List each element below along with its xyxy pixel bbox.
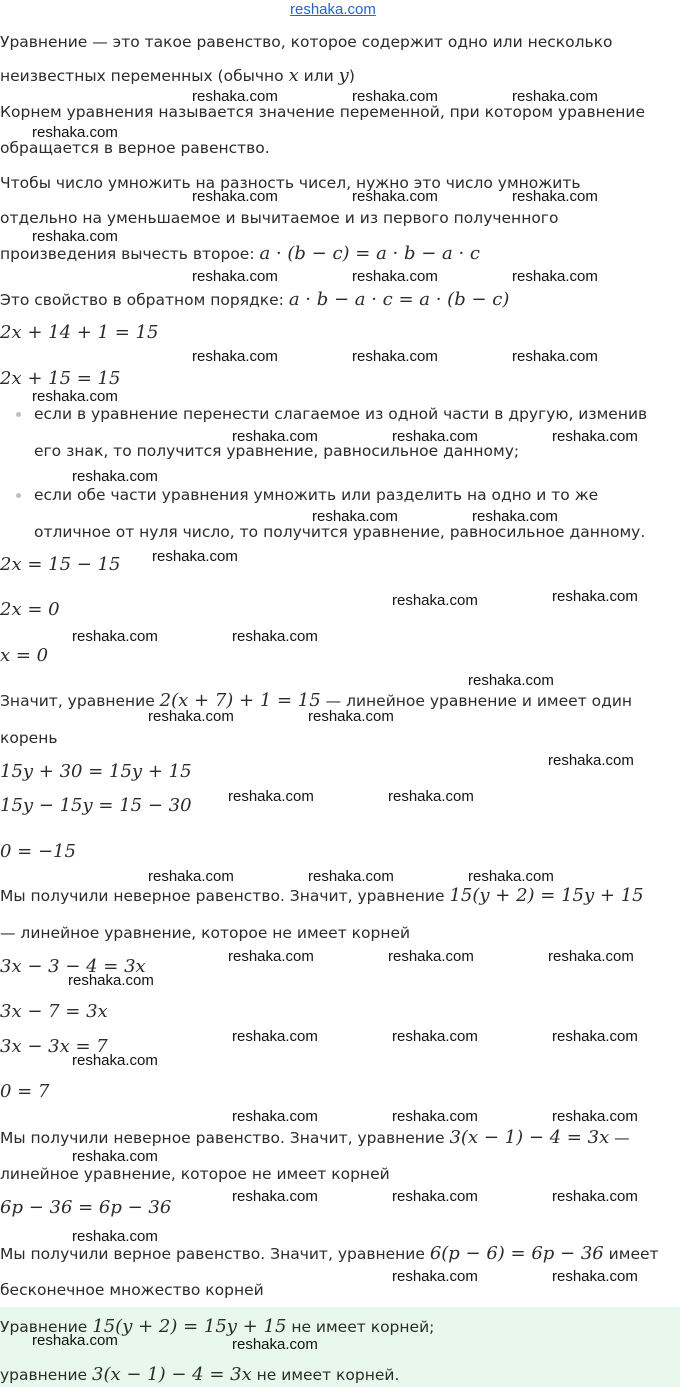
eq2-step-2: 15y − 15y = 15 − 30 xyxy=(0,795,192,816)
eq3-step-1: 3x − 3 − 4 = 3x xyxy=(0,956,146,977)
watermark-text: reshaka.com xyxy=(552,428,638,445)
watermark-text: reshaka.com xyxy=(392,1268,478,1285)
definition-line-2 xyxy=(0,66,355,86)
definition-close: ) xyxy=(348,67,355,85)
eq2-step-3: 0 = −15 xyxy=(0,841,76,862)
var-x: x xyxy=(288,65,299,86)
answer-text-2: уравнение xyxy=(0,1366,92,1384)
distributive-line-3 xyxy=(0,244,480,264)
eq1-step-4: 2x = 0 xyxy=(0,599,60,620)
watermark-text: reshaka.com xyxy=(192,348,278,365)
rule-1-line-1: если в уравнение перенести слагаемое из одной части в другую, изменив xyxy=(34,405,648,423)
watermark-text: reshaka.com xyxy=(552,588,638,605)
watermark-text: reshaka.com xyxy=(392,428,478,445)
watermark-text: reshaka.com xyxy=(72,1052,158,1069)
distributive-line-1: Чтобы число умножить на разность чисел, нужно это число умножить xyxy=(0,174,581,192)
watermark-text: reshaka.com xyxy=(392,1028,478,1045)
watermark-text: reshaka.com xyxy=(192,188,278,205)
eq3-step-3: 3x − 3x = 7 xyxy=(0,1036,108,1057)
eq3-conclusion-line-2: линейное уравнение, которое не имеет корней xyxy=(0,1165,390,1183)
watermark-text: reshaka.com xyxy=(552,1268,638,1285)
site-link[interactable]: reshaka.com xyxy=(290,1,376,18)
eq1-step-3: 2x = 15 − 15 xyxy=(0,554,121,575)
answer-text-1b: не имеет корней; xyxy=(286,1318,435,1336)
watermark-text: reshaka.com xyxy=(388,948,474,965)
root-definition-line-2: обращается в верное равенство. xyxy=(0,139,270,157)
answer-formula-2: 3(x − 1) − 4 = 3x xyxy=(92,1364,252,1385)
watermark-text: reshaka.com xyxy=(512,268,598,285)
eq1-step-5: x = 0 xyxy=(0,645,49,666)
eq1-formula: 2(x + 7) + 1 = 15 xyxy=(159,690,321,711)
watermark-text: reshaka.com xyxy=(548,752,634,769)
watermark-text: reshaka.com xyxy=(472,508,558,525)
distributive-formula: a · (b − c) = a · b − a · c xyxy=(259,243,481,264)
watermark-text: reshaka.com xyxy=(72,628,158,645)
watermark-text: reshaka.com xyxy=(232,428,318,445)
distributive-text: произведения вычесть второе: xyxy=(0,245,260,263)
watermark-text: reshaka.com xyxy=(232,1108,318,1125)
watermark-text: reshaka.com xyxy=(312,508,398,525)
eq4-step-1: 6p − 36 = 6p − 36 xyxy=(0,1197,172,1218)
watermark-text: reshaka.com xyxy=(308,708,394,725)
watermark-text: reshaka.com xyxy=(552,1188,638,1205)
eq2-conclusion-line-1 xyxy=(0,886,644,906)
eq3-formula: 3(x − 1) − 4 = 3x xyxy=(449,1127,610,1148)
watermark-text: reshaka.com xyxy=(352,348,438,365)
eq4-conclusion-text-2: имеет xyxy=(603,1245,659,1263)
watermark-text: reshaka.com xyxy=(512,88,598,105)
watermark-text: reshaka.com xyxy=(32,1332,118,1349)
rule-1-line-2: его знак, то получится уравнение, равносильное данному; xyxy=(34,442,520,460)
eq3-step-4: 0 = 7 xyxy=(0,1081,50,1102)
eq4-formula: 6(p − 6) = 6p − 36 xyxy=(429,1243,604,1264)
watermark-text: reshaka.com xyxy=(152,548,238,565)
watermark-text: reshaka.com xyxy=(228,948,314,965)
watermark-text: reshaka.com xyxy=(352,188,438,205)
watermark-text: reshaka.com xyxy=(72,1228,158,1245)
rule-2-line-1: если обе части уравнения умножить или разделить на одно и то же xyxy=(34,486,599,504)
eq2-formula: 15(y + 2) = 15y + 15 xyxy=(449,885,644,906)
answer-text-1: Уравнение xyxy=(0,1318,93,1336)
watermark-text: reshaka.com xyxy=(388,788,474,805)
eq3-step-2: 3x − 7 = 3x xyxy=(0,1001,108,1022)
eq3-dash: — xyxy=(609,1129,630,1147)
watermark-text: reshaka.com xyxy=(512,348,598,365)
watermark-text: reshaka.com xyxy=(392,1188,478,1205)
definition-or: или xyxy=(298,67,339,85)
watermark-text: reshaka.com xyxy=(548,948,634,965)
watermark-text: reshaka.com xyxy=(232,1028,318,1045)
watermark-text: reshaka.com xyxy=(32,388,118,405)
eq1-conclusion-line-2: корень xyxy=(0,729,58,747)
watermark-text: reshaka.com xyxy=(552,1028,638,1045)
distributive-line-2: отдельно на уменьшаемое и вычитаемое и из первого полученного xyxy=(0,209,559,227)
eq1-conclusion-text-2: — линейное уравнение и имеет один xyxy=(320,692,633,710)
eq1-step-1: 2x + 14 + 1 = 15 xyxy=(0,322,159,343)
watermark-text: reshaka.com xyxy=(232,628,318,645)
watermark-text: reshaka.com xyxy=(392,1108,478,1125)
reverse-formula: a · b − a · c = a · (b − c) xyxy=(288,289,510,310)
watermark-text: reshaka.com xyxy=(192,88,278,105)
watermark-text: reshaka.com xyxy=(72,468,158,485)
watermark-text: reshaka.com xyxy=(232,1336,318,1353)
definition-text: неизвестных переменных (обычно xyxy=(0,67,289,85)
eq4-conclusion-line-2: бесконечное множество корней xyxy=(0,1281,264,1299)
eq4-conclusion-line-1 xyxy=(0,1244,659,1264)
answer-formula-1: 15(y + 2) = 15y + 15 xyxy=(92,1316,287,1337)
watermark-text: reshaka.com xyxy=(148,868,234,885)
watermark-text: reshaka.com xyxy=(228,788,314,805)
answer-line-2 xyxy=(0,1365,399,1385)
rule-2-line-2: отличное от нуля число, то получится уравнение, равносильное данному. xyxy=(34,523,646,541)
watermark-text: reshaka.com xyxy=(552,1108,638,1125)
watermark-text: reshaka.com xyxy=(32,228,118,245)
bullet-icon xyxy=(16,412,21,417)
eq2-conclusion-text: Мы получили неверное равенство. Значит, уравнение xyxy=(0,887,450,905)
eq1-step-2: 2x + 15 = 15 xyxy=(0,368,121,389)
watermark-text: reshaka.com xyxy=(232,1188,318,1205)
watermark-text: reshaka.com xyxy=(192,268,278,285)
eq3-conclusion-text: Мы получили неверное равенство. Значит, уравнение xyxy=(0,1129,450,1147)
watermark-text: reshaka.com xyxy=(392,592,478,609)
var-y: y xyxy=(338,65,349,86)
watermark-text: reshaka.com xyxy=(72,1148,158,1165)
bullet-icon xyxy=(16,493,21,498)
eq2-conclusion-line-2: — линейное уравнение, которое не имеет корней xyxy=(0,924,411,942)
reverse-property xyxy=(0,290,509,310)
eq2-step-1: 15y + 30 = 15y + 15 xyxy=(0,761,192,782)
watermark-text: reshaka.com xyxy=(468,672,554,689)
watermark-text: reshaka.com xyxy=(32,124,118,141)
answer-text-2b: не имеет корней. xyxy=(251,1366,400,1384)
eq1-conclusion-text: Значит, уравнение xyxy=(0,692,160,710)
watermark-text: reshaka.com xyxy=(68,972,154,989)
root-definition-line-1: Корнем уравнения называется значение переменной, при котором уравнение xyxy=(0,103,645,121)
watermark-text: reshaka.com xyxy=(148,708,234,725)
definition-line-1: Уравнение — это такое равенство, которое содержит одно или несколько xyxy=(0,33,613,51)
eq4-conclusion-text: Мы получили верное равенство. Значит, уравнение xyxy=(0,1245,430,1263)
watermark-text: reshaka.com xyxy=(512,188,598,205)
watermark-text: reshaka.com xyxy=(308,868,394,885)
watermark-text: reshaka.com xyxy=(352,88,438,105)
eq3-conclusion-line-1 xyxy=(0,1128,630,1148)
reverse-text: Это свойство в обратном порядке: xyxy=(0,291,289,309)
watermark-text: reshaka.com xyxy=(352,268,438,285)
watermark-text: reshaka.com xyxy=(468,868,554,885)
